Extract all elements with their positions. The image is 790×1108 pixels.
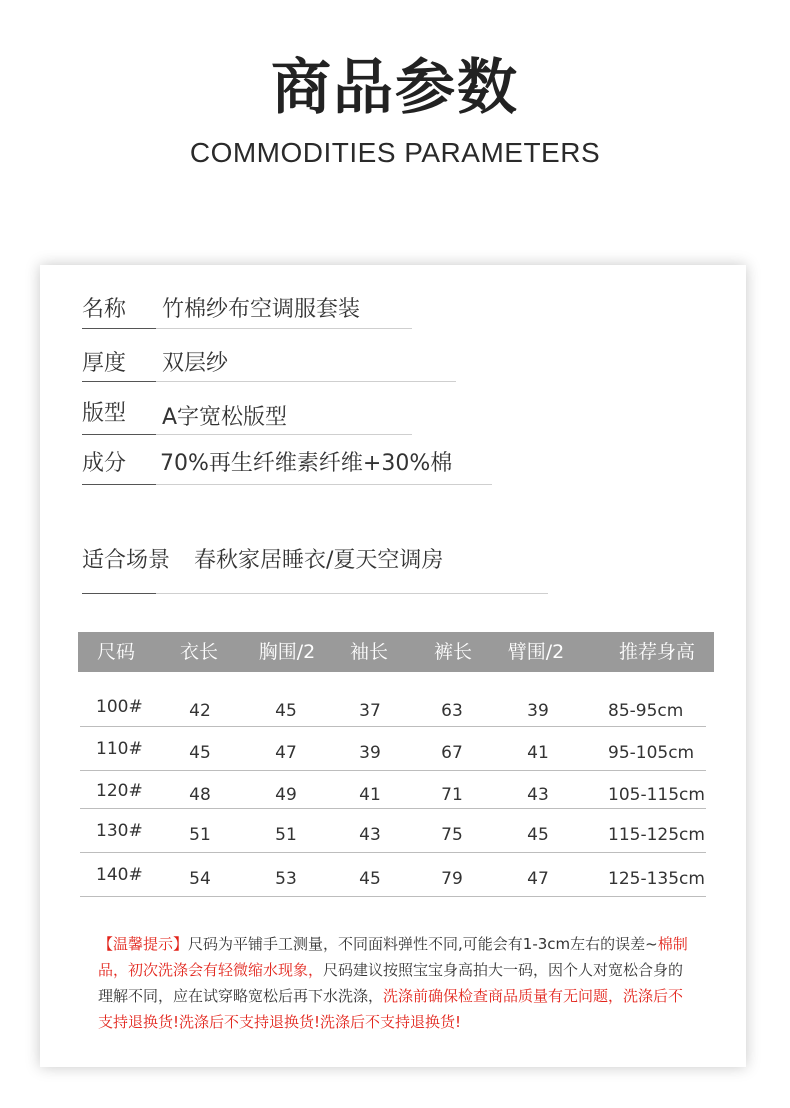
param-underline [82,484,156,485]
param-fit [82,399,422,439]
header-arm: 臂围/2 [507,641,565,663]
param-key: 厚度 [82,351,127,376]
param-key: 名称 [82,297,127,322]
param-underline [156,593,548,594]
cell-arm: 45 [527,825,549,845]
cell-top-length: 54 [189,869,211,889]
param-value: 春秋家居睡衣/夏天空调房 [194,548,444,573]
param-underline [156,328,412,329]
parameters-card [40,265,746,1067]
notes-label: 【温馨提示】 [98,935,189,953]
cell-size: 130# [96,821,143,841]
table-row [80,683,706,727]
row-divider [80,896,706,897]
param-underline [156,434,412,435]
cell-pants-length: 67 [441,743,463,763]
param-material [82,449,502,489]
cell-recommended-height: 115-125cm [608,825,705,845]
header-sleeve: 袖长 [349,641,388,663]
header-top-length: 衣长 [179,641,218,663]
cell-arm: 43 [527,785,549,805]
page-title: 商品参数 [271,53,519,123]
cell-top-length: 45 [189,743,211,763]
cell-pants-length: 63 [441,701,463,721]
cell-recommended-height: 85-95cm [608,701,684,721]
cell-sleeve: 43 [359,825,381,845]
cell-size: 100# [96,697,143,717]
cell-size: 120# [96,781,143,801]
param-underline [82,593,156,594]
param-thickness [82,349,462,389]
cell-recommended-height: 95-105cm [608,743,695,763]
header-size: 尺码 [96,641,135,663]
notes-shrink-warning: 棉制品，初次洗涤会有轻微缩水现象， [98,935,688,979]
param-key: 适合场景 [82,548,171,573]
cell-sleeve: 37 [359,701,381,721]
cell-top-length: 42 [189,701,211,721]
param-value: 竹棉纱布空调服套装 [162,297,361,322]
cell-chest: 47 [275,743,297,763]
cell-chest: 45 [275,701,297,721]
cell-top-length: 51 [189,825,211,845]
header-chest: 胸围/2 [258,641,316,663]
table-row [80,809,706,853]
page-subtitle: COMMODITIES PARAMETERS [189,137,601,168]
size-table-header [78,632,714,672]
cell-pants-length: 79 [441,869,463,889]
cell-arm: 39 [527,701,549,721]
notes-return-policy: 洗涤前确保检查商品质量有无问题，洗涤后不支持退换货!洗涤后不支持退换货!洗涤后不支持退换货! [98,987,684,1031]
cell-chest: 49 [275,785,297,805]
param-underline [156,484,492,485]
param-key: 成分 [82,451,127,476]
cell-size: 110# [96,739,143,759]
param-key: 版型 [82,401,127,426]
param-underline [156,381,456,382]
param-underline [82,434,156,435]
cell-sleeve: 39 [359,743,381,763]
cell-recommended-height: 105-115cm [608,785,705,805]
cell-chest: 53 [275,869,297,889]
header-recommended-height: 推荐身高 [618,641,695,663]
cell-recommended-height: 125-135cm [608,869,705,889]
cell-sleeve: 45 [359,869,381,889]
table-row [80,727,706,771]
param-underline [82,381,156,382]
param-scene [82,546,562,586]
param-value: 70%再生纤维素纤维+30%棉 [160,451,453,476]
cell-arm: 47 [527,869,549,889]
cell-sleeve: 41 [359,785,381,805]
table-row [80,853,706,897]
table-row [80,771,706,809]
notes-size-advice: 尺码建议按照宝宝身高拍大一码，因个人对宽松合身的理解不同，应在试穿略宽松后再下水洗涤， [98,961,684,1005]
param-value: 双层纱 [162,351,229,376]
care-notes [98,931,698,1035]
notes-measurement: 尺码为平铺手工测量，不同面料弹性不同,可能会有1-3cm左右的误差~ [188,935,658,953]
cell-pants-length: 71 [441,785,463,805]
param-underline [82,328,156,329]
cell-size: 140# [96,865,143,885]
cell-arm: 41 [527,743,549,763]
param-value: A字宽松版型 [162,405,288,430]
header-pants-length: 裤长 [433,641,472,663]
cell-chest: 51 [275,825,297,845]
cell-pants-length: 75 [441,825,463,845]
param-name [82,295,422,335]
cell-top-length: 48 [189,785,211,805]
